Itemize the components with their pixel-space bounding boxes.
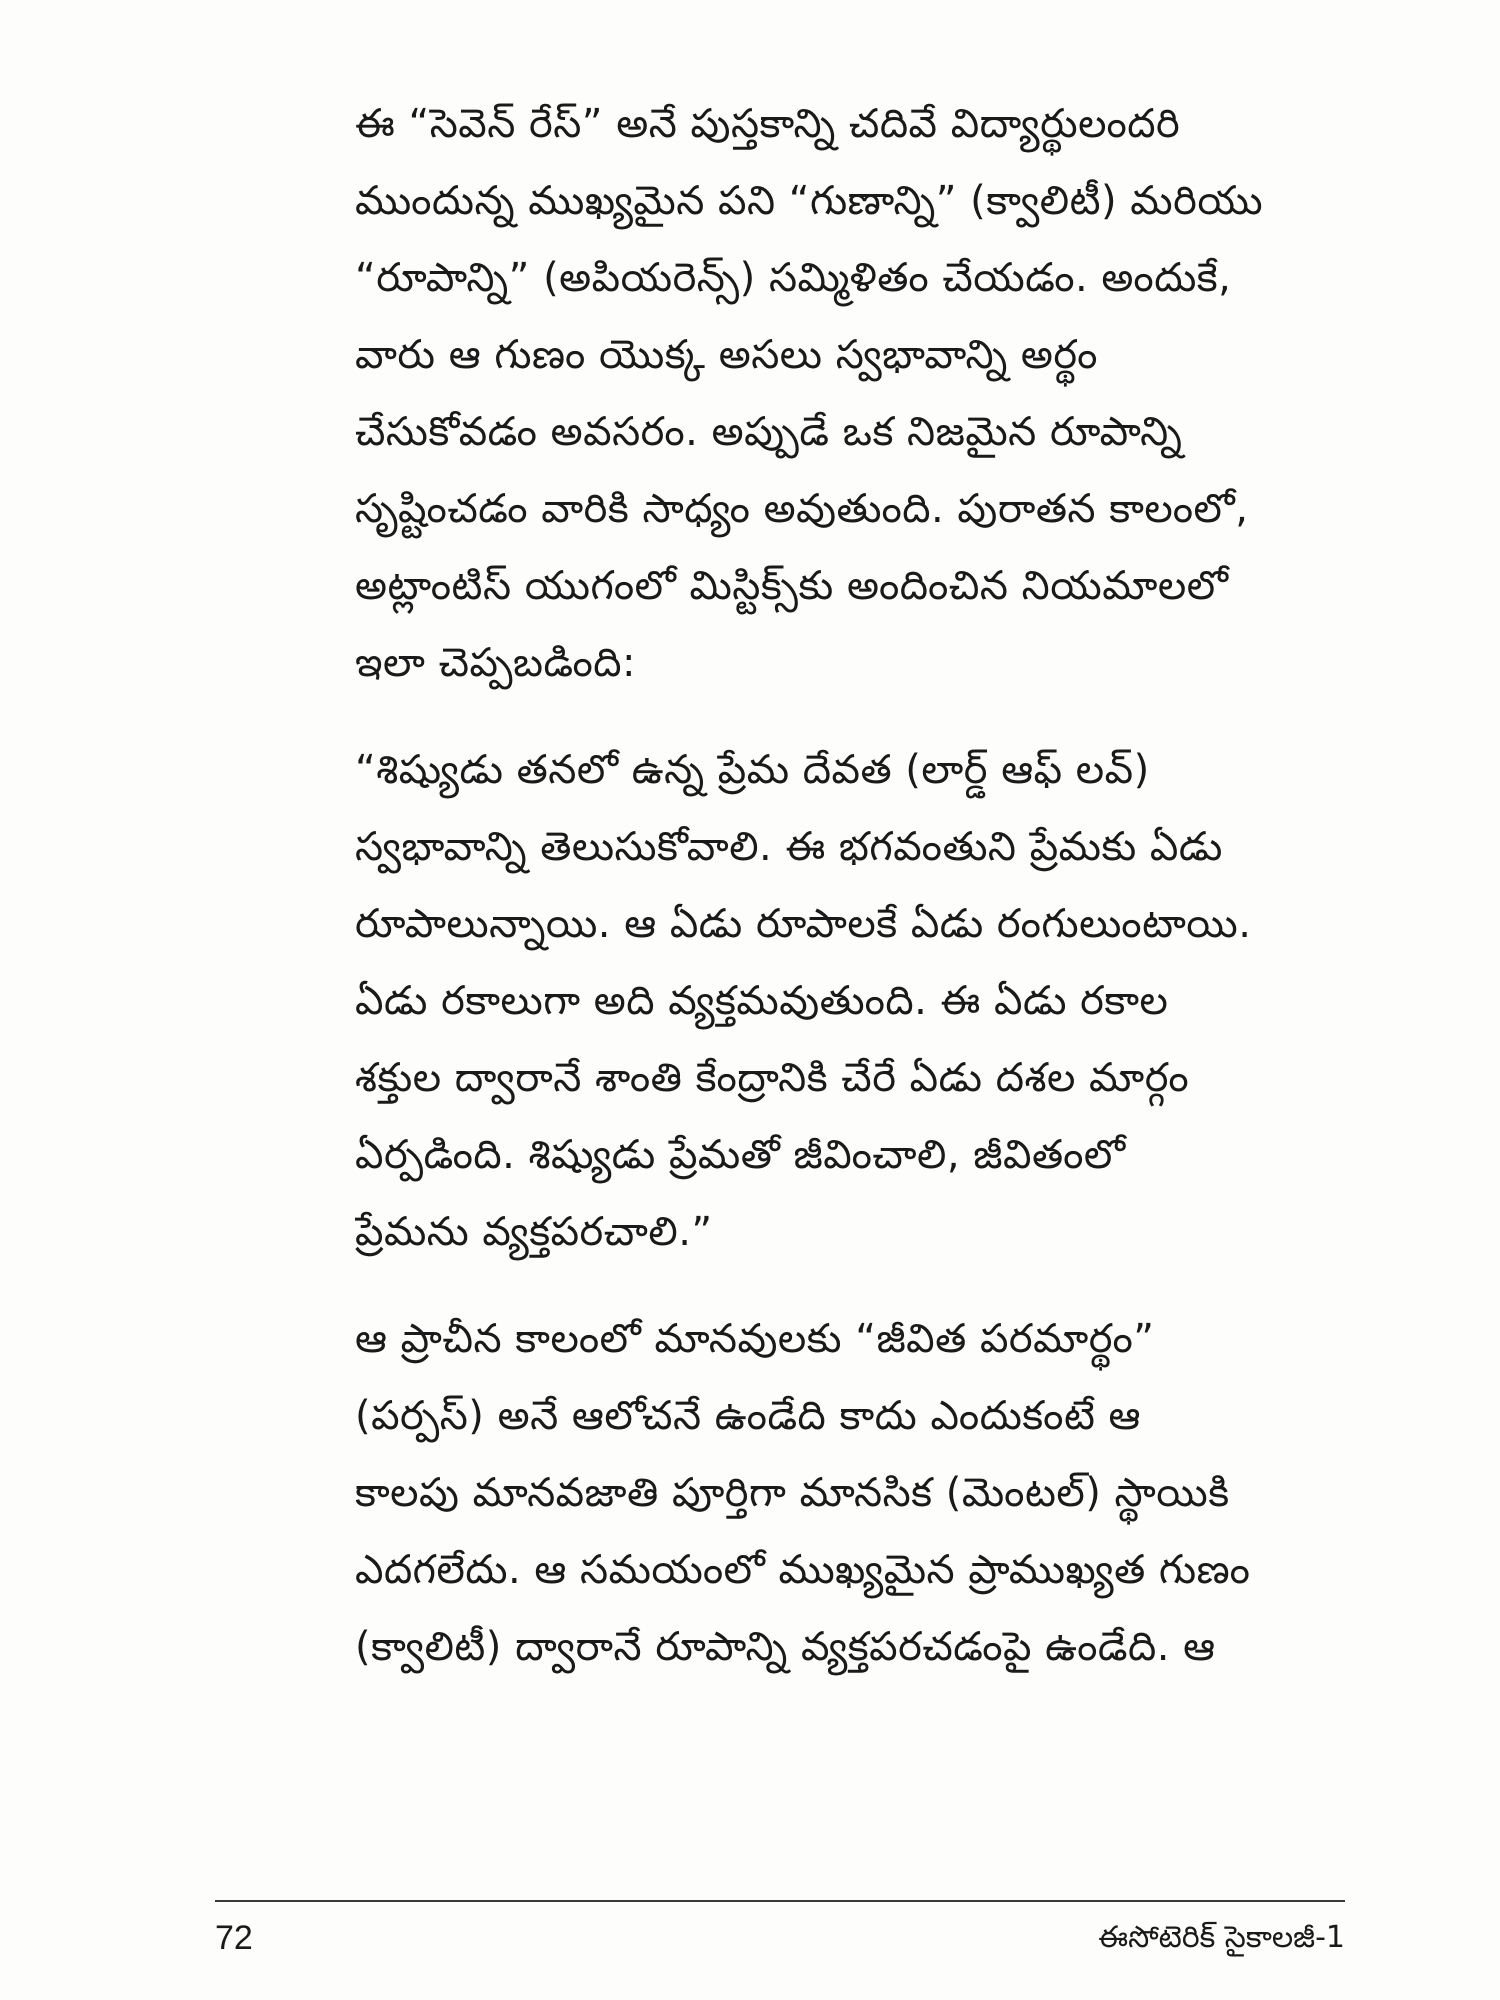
text-line: కాలపు మానవజాతి పూర్తిగా మానసిక (మెంటల్) స్థాయికి bbox=[355, 1470, 1230, 1516]
paragraph-1 bbox=[355, 86, 1345, 702]
paragraph-2-quote bbox=[355, 732, 1345, 1271]
page-number: 72 bbox=[215, 1919, 253, 1957]
text-line: (పర్పస్) అనే ఆలోచనే ఉండేది కాదు ఎందుకంటే ఆ bbox=[355, 1393, 1141, 1439]
text-line: స్వభావాన్ని తెలుసుకోవాలి. ఈ భగవంతుని ప్రేమకు ఏడు bbox=[355, 824, 1223, 870]
text-line: (క్వాలిటీ) ద్వారానే రూపాన్ని వ్యక్తపరచడంపై ఉండేది. ఆ bbox=[355, 1624, 1216, 1670]
text-line: ఏర్పడింది. శిష్యుడు ప్రేమతో జీవించాలి, జీవితంలో bbox=[355, 1132, 1126, 1178]
text-line: “రూపాన్ని” (అపియరెన్స్) సమ్మిళితం చేయడం. అందుకే, bbox=[355, 255, 1232, 301]
text-line: ఆ ప్రాచీన కాలంలో మానవులకు “జీవిత పరమార్థం” bbox=[355, 1316, 1155, 1362]
paragraph-3 bbox=[355, 1301, 1345, 1686]
footer-divider bbox=[215, 1900, 1345, 1902]
text-line: చేసుకోవడం అవసరం. అప్పుడే ఒక నిజమైన రూపాన్ని bbox=[355, 409, 1183, 455]
text-line: రూపాలున్నాయి. ఆ ఏడు రూపాలకే ఏడు రంగులుంటాయి. bbox=[355, 901, 1252, 947]
page-body bbox=[355, 86, 1345, 1686]
text-line: శక్తుల ద్వారానే శాంతి కేంద్రానికి చేరే ఏడు దశల మార్గం bbox=[355, 1055, 1190, 1101]
text-line: వారు ఆ గుణం యొక్క అసలు స్వభావాన్ని అర్థం bbox=[355, 332, 1098, 378]
text-line: “శిష్యుడు తనలో ఉన్న ప్రేమ దేవత (లార్డ్ ఆఫ్ లవ్) bbox=[355, 747, 1150, 793]
running-title: ఈసోటెరిక్ సైకాలజీ-1 bbox=[1098, 1920, 1345, 1955]
text-line: ఎదగలేదు. ఆ సమయంలో ముఖ్యమైన ప్రాముఖ్యత గుణం bbox=[355, 1547, 1251, 1593]
text-line: ఏడు రకాలుగా అది వ్యక్తమవుతుంది. ఈ ఏడు రకాల bbox=[355, 978, 1169, 1024]
text-line: సృష్టించడం వారికి సాధ్యం అవుతుంది. పురాతన కాలంలో, bbox=[355, 486, 1249, 532]
text-line: ముందున్న ముఖ్యమైన పని “గుణాన్ని” (క్వాలిటీ) మరియు bbox=[355, 178, 1264, 224]
text-line: అట్లాంటిస్ యుగంలో మిస్టిక్స్‌కు అందించిన నియమాలలో bbox=[355, 563, 1229, 609]
text-line: ప్రేమను వ్యక్తపరచాలి.” bbox=[355, 1209, 713, 1255]
text-line: ఈ “సెవెన్ రేస్” అనే పుస్తకాన్ని చదివే విద్యార్థులందరి bbox=[355, 101, 1181, 147]
text-line: ఇలా చెప్పబడింది: bbox=[355, 640, 636, 686]
